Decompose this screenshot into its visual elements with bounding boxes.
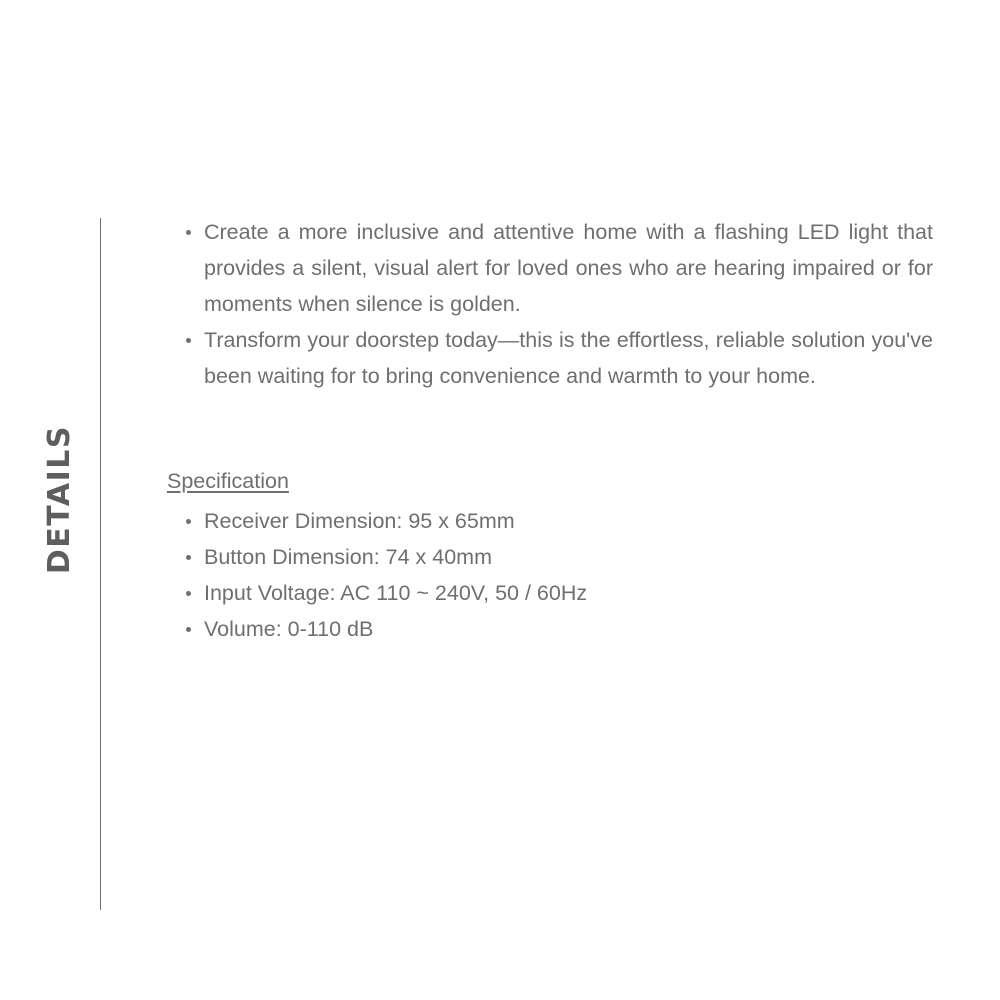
list-item: Create a more inclusive and attentive home with a flashing LED light that provides a silent, visual alert for loved ones who are hearing impaired or for moments when silence is golden. bbox=[167, 214, 933, 322]
specification-list bbox=[167, 503, 933, 647]
list-item: Transform your doorstep today—this is the effortless, reliable solution you've been waiting for to bring convenience and warmth to your home. bbox=[167, 322, 933, 394]
list-item: Input Voltage: AC 110 ~ 240V, 50 / 60Hz bbox=[167, 575, 933, 611]
vertical-divider bbox=[100, 218, 101, 910]
spacer bbox=[167, 394, 933, 466]
specification-heading: Specification bbox=[167, 469, 289, 493]
list-item: Receiver Dimension: 95 x 65mm bbox=[167, 503, 933, 539]
section-label-text: DETAILS bbox=[42, 425, 77, 575]
list-item: Volume: 0-110 dB bbox=[167, 611, 933, 647]
list-item: Button Dimension: 74 x 40mm bbox=[167, 539, 933, 575]
intro-bullet-list bbox=[167, 214, 933, 394]
section-label-details bbox=[40, 400, 80, 600]
details-content bbox=[167, 214, 933, 647]
